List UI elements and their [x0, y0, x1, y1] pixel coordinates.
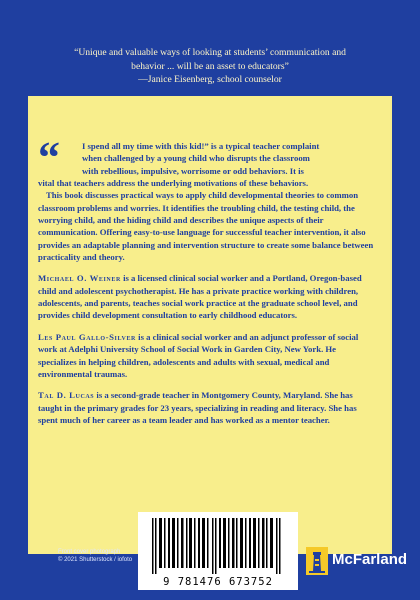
isbn-barcode [138, 512, 298, 590]
publisher-name: McFarland [332, 551, 408, 568]
endorsement-attribution: —Janice Eisenberg, school counselor [138, 74, 282, 85]
book-description [38, 133, 376, 426]
photo-credit [58, 548, 144, 564]
endorsement-quote [60, 46, 360, 87]
mcfarland-lighthouse-icon [306, 547, 328, 575]
author-bio-text: is a second-grade teacher in Montgomery County, Maryland. She has taught in the primary grades for 23 years, specializing in reading and literacy. She has spent much of her career as a team leader and has worked as a mentor teacher. [38, 390, 357, 425]
photo-credit-line-1: Front cover photograph [58, 549, 121, 555]
author-bio-gallo-silver [38, 331, 376, 380]
description-line-1: I spend all my time with this kid!” is a typical teacher complaint [82, 141, 320, 151]
description-paragraph-1 [38, 133, 376, 189]
drop-quote-mark: “ [38, 133, 60, 182]
author-bio-text: is a clinical social worker and an adjunct professor of social work at Adelphi University School of Social Work in Garden City, New York. He specializes in helping children, adolescents and adults with sexual, medical and environmental traumas. [38, 331, 359, 379]
description-line-3: with rebellious, impulsive, worrisome or odd behaviors. It is [82, 165, 304, 176]
author-name: Michael O. Weiner [38, 273, 121, 284]
author-name: Les Paul Gallo-Silver [38, 331, 136, 342]
author-bio-weiner [38, 272, 376, 321]
isbn-number: 9 781476 673752 [163, 576, 273, 588]
description-line-rest: vital that teachers address the underlying motivations of these behaviors. [38, 178, 309, 189]
author-bio-lucas [38, 389, 376, 426]
photo-credit-line-2: © 2021 Shutterstock / iofoto [58, 557, 133, 563]
endorsement-text: “Unique and valuable ways of looking at students’ communication and behavior ... will be an asset to educators” [74, 47, 346, 72]
barcode-bars [148, 518, 288, 574]
author-name: Tal D. Lucas [38, 390, 95, 401]
author-bio-text: is a licensed clinical social worker and a Portland, Oregon-based child and adolescent psychotherapist. He has a private practice working with children, adolescents, and parents, teaches social work practice at the graduate school level, and provides child development consultation to early childhood educators. [38, 273, 362, 321]
description-paragraph-2: This book discusses practical ways to apply child developmental theories to common classroom problems and worries. It identifies the troubling child, the testing child, the worrying child, and the hiding child and describes the unique aspects of their communication. Offering easy-to-use language for successful teacher intervention, it also provides an adaptable planning and intervention structure to create some balance between practicality and theory. [38, 190, 374, 263]
description-line-2: when challenged by a young child who disrupts the classroom [82, 153, 310, 164]
